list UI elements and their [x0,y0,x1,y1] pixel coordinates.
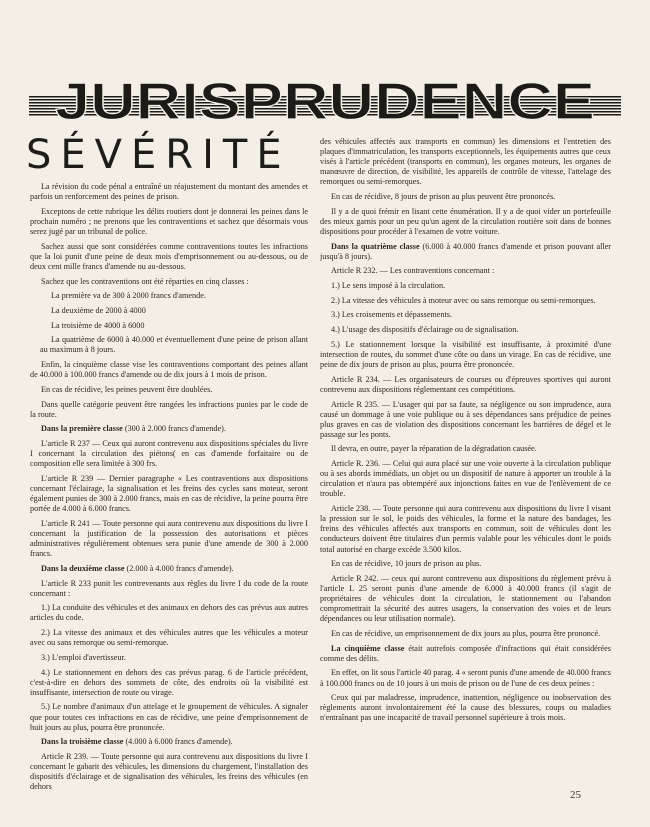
paragraph-text: Ceux qui par maladresse, imprudence, inattention, négligence ou inobservation des règlements auront involontairement été la cause des blessures, coups ou maladies n'entraînant pas une incapacité de travail personnel supérieure à trois mois. [320,693,611,723]
paragraph-text: En cas de récidive, les peines peuvent être doublées. [41,384,213,394]
paragraph [30,668,308,698]
class-heading: La cinquième classe [331,643,405,653]
paragraph [30,207,308,237]
paragraph-text: 3.) Les croisements et dépassements. [331,310,452,320]
paragraph-text: La première va de 300 à 2000 francs d'amende. [51,291,206,301]
class-heading: Dans la troisième classe [41,737,124,747]
paragraph-text: Enfin, la cinquième classe vise les contraventions comportant des peines allant de 40.000 à 100.000 francs d'amende ou de dix jours à 1 mois de prison. [30,360,308,380]
paragraph-text: Article 238. — Toute personne qui aura contrevenu aux dispositions du livre I visant la pression sur le sol, le poids des véhicules, la forme et la nature des bandages, les freins des véhicules affectés aux transports en commun, soit de véhicules dont les conducteurs doivent être titulaires d'un permis valable pour les véhicules dont le poids total autorisé en charge excède 3.500 kilos. [320,504,611,554]
paragraph-text: (2.000 à 4.000 francs d'amende). [124,563,234,573]
paragraph-text: La troisième de 4000 à 6000 [51,320,145,330]
paragraph-text: Article R 232. — Les contraventions concernant : [331,266,495,276]
paragraph-text: (4.000 à 6.000 francs d'amende). [123,737,233,747]
paragraph-text: 4.) L'usage des dispositifs d'éclairage ou de signalisation. [331,325,519,335]
paragraph-text: La révision du code pénal a entraîné un réajustement du montant des amendes et parfois un renforcement des peines de prison. [30,182,308,202]
paragraph [320,574,611,624]
paragraph [30,628,308,648]
paragraph [320,444,611,454]
paragraph-text: 3.) L'emploi d'avertisseur. [41,652,126,662]
paragraph-text: 5.) Le nombre d'animaux d'un attelage et le groupement de véhicules. A signaler que pour toutes ces infractions en cas de récidive, une peine d'emprisonnement de huit jours au plus, pourra être prononcée. [30,702,308,732]
paragraph [320,296,611,306]
paragraph [30,321,308,331]
paragraph-text: Dans quelle catégorie peuvent être rangées les infractions punies par le code de la route. [30,399,308,419]
paragraph [320,459,611,499]
paragraph-text: Exceptons de cette rubrique les délits routiers dont je donnerai les peines dans le prochain numéro ; ne prenons que les contraventions et sachez que désormais vous serez jugé par un tribunal de police. [30,206,308,236]
paragraph-text: Il devra, en outre, payer la réparation de la dégradation causée. [331,444,537,454]
paragraph-text: La quatrième de 6000 à 40.000 et éventuellement d'une peine de prison allant au maximum à 8 jours. [40,335,308,355]
paragraph [30,519,308,559]
paragraph-text: Il y a de quoi frémir en lisant cette énumération. Il y a de quoi vider un portefeuille des mieux garnis pour un peu qu'un agent de la circulation routière soit dans de bonnes dispositions pour procéder à l'examen de votre voiture. [320,206,611,236]
paragraph [30,752,308,792]
paragraph-text: En cas de récidive, un emprisonnement de dix jours au plus, pourra être prononcé. [331,628,601,638]
jurisprudence-banner [29,72,621,128]
banner-word: JURISPRUDENCE [55,73,595,128]
paragraph [320,629,611,639]
paragraph-text: L'article R 241 — Toute personne qui aura contrevenu aux dispositions du livre I concernant la justification de la possession des autorisations et pièces administratives régulièrement obtenues sera punie d'une amende de 300 à 2.000 francs. [30,518,308,559]
paragraph [320,644,611,664]
paragraph-text: 1.) Le sens imposé à la circulation. [331,281,446,291]
paragraph [320,310,611,320]
right-column [320,137,611,799]
paragraph-text: 2.) La vitesse des véhicules à moteur avec ou sans remorque ou semi-remorques. [331,295,596,305]
paragraph-text: (300 à 2.000 francs d'amende). [122,424,226,434]
paragraph [30,603,308,623]
paragraph [320,192,611,202]
paragraph [320,693,611,723]
paragraph-text: 1.) La conduite des véhicules et des animaux en dehors des cas prévus aux autres articles du code. [30,603,308,623]
paragraph-text: Sachez aussi que sont considérées comme contraventions toutes les infractions que la loi punit d'une peine de deux mois d'emprisonnement ou au-dessous, ou de deux cent mille francs d'amende ou au-dessous. [30,241,308,271]
paragraph [320,266,611,276]
paragraph [30,400,308,420]
paragraph [30,474,308,514]
paragraph [30,242,308,272]
paragraph [320,207,611,237]
paragraph [320,242,611,262]
paragraph [30,182,308,202]
paragraph [30,653,308,663]
paragraph-text: En cas de récidive, 8 jours de prison au plus peuvent être prononcés. [331,192,556,202]
paragraph-text: En cas de récidive, 10 jours de prison au plus. [331,559,482,569]
paragraph [320,504,611,554]
class-heading: Dans la deuxième classe [41,563,125,573]
paragraph-text: des véhicules affectés aux transports en commun) les dimensions et l'entretien des plaques d'immatriculation, les transports exceptionnels, les équipements autres que ceux visés à l'article précédent (transports en commun), les organes moteurs, les organes de manœuvre de direction, de visibilité, les appareils de contrôle de vitesse, l'attelage des remorques ou semi-remorques. [320,137,611,187]
paragraph [30,277,308,287]
paragraph [30,291,308,301]
paragraph-text: L'article R 239 — Dernier paragraphe « Les contraventions aux dispositions concernant l'éclairage, la signalisation et les freins des cycles sans moteur, seront également punies de 300 à 2.000 francs, mais en cas de récidive, la peine pourra être portée de 4.000 à 6.000 francs. [30,473,308,514]
paragraph [30,306,308,316]
paragraph-text: Article R 242. — ceux qui auront contrevenu aux dispositions du règlement prévu à l'article L 25 seront punis d'une amende de 6.000 à 40.000 francs (il s'agit de propriétaires de véhicules dont la circulation, le stationnement ou l'abandon compromettrait la sécurité des autres usagers, la conservation des voies et de leurs dépendances ou leur utilisation normale). [320,573,611,624]
paragraph [320,400,611,440]
paragraph [30,439,308,469]
class-heading: Dans la quatrième classe [331,241,420,251]
paragraph [30,579,308,599]
paragraph [320,668,611,688]
paragraph [320,375,611,395]
page-number: 25 [570,789,581,801]
paragraph [320,559,611,569]
class-heading: Dans la première classe [41,424,123,434]
left-column [30,182,308,820]
paragraph-text: Article R. 236. — Celui qui aura placé sur une voie ouverte à la circulation publique ou à ses abords immédiats, un objet ou un dispositif de nature à apporter un trouble à la circulation et n'aura pas obtempéré aux injonctions faites en vue de l'enlèvement de ce trouble. [320,459,611,499]
paragraph [30,737,308,747]
paragraph-text: L'article R 237 — Ceux qui auront contrevenu aux dispositions spéciales du livre I concernant la circulation des piétons( en cas d'amende forfaitaire ou de composition elle sera limitée à 300 frs. [30,439,308,469]
article-headline: SÉVÉRITÉ [26,132,291,178]
paragraph-text: La deuxième de 2000 à 4000 [51,305,146,315]
paragraph [30,564,308,574]
paragraph [320,325,611,335]
paragraph-text: L'article R 233 punit les contrevenants aux règles du livre I du code de la route concernant : [30,578,308,598]
paragraph [320,137,611,187]
paragraph-text: 5.) Le stationnement lorsque la visibilité est insuffisante, à proximité d'une intersection de routes, du sommet d'une côte ou dans un virage. En cas de récidive, une peine de dix jours de prison au plus, pourra être prononcée. [320,339,611,370]
paragraph-text: Article R 235. — L'usager qui par sa faute, sa négligence ou son imprudence, aura causé un dommage à une voie publique ou à ses dépendances sans préjudice de peines plus graves en cas de violation des dispositions concernant les barrières de dégel et le passage sur les ponts. [320,399,611,439]
paragraph-text: (6.000 à 40.000 francs d'amende et prison pouvant aller jusqu'à 8 jours). [320,241,611,261]
paragraph-text: Article R 234. — Les organisateurs de courses ou d'épreuves sportives qui auront contrevenu aux dispositions réglementant ces compétitions. [320,374,611,394]
paragraph [30,702,308,732]
paragraph [30,335,308,355]
paragraph-text: 2.) La vitesse des animaux et des véhicules autres que les véhicules a moteur avec ou sans remorque ou semi-remorque. [30,628,308,648]
paragraph [30,385,308,395]
paragraph-text: Sachez que les contraventions ont été réparties en cinq classes : [41,276,249,286]
paragraph [320,281,611,291]
paragraph-text: Article R 239. — Toute personne qui aura contrevenu aux dispositions du livre I concernant le gabarit des véhicules, les dimensions du chargement, l'installation des dispositifs d'éclairage et de signalisation des véhicules, les freins des véhicules (en dehors [30,751,308,792]
paragraph-text: 4.) Le stationnement en dehors des cas prévus parag. 6 de l'article précédent, c'est-à-dire en dehors des sommets de côte, des endroits où la visibilité est insuffisante, intersection de route ou virage. [30,667,308,697]
paragraph [320,340,611,370]
paragraph-text: était autrefois composée d'infractions qui était considérées comme des délits. [320,643,611,663]
paragraph-text: En effet, on lit sous l'article 40 parag. 4 « seront punis d'une amende de 40.000 francs à 100.000 francs ou de 10 jours à un mois de prison ou de l'une de ces deux peines : [320,668,611,688]
paragraph [30,424,308,434]
paragraph [30,360,308,380]
